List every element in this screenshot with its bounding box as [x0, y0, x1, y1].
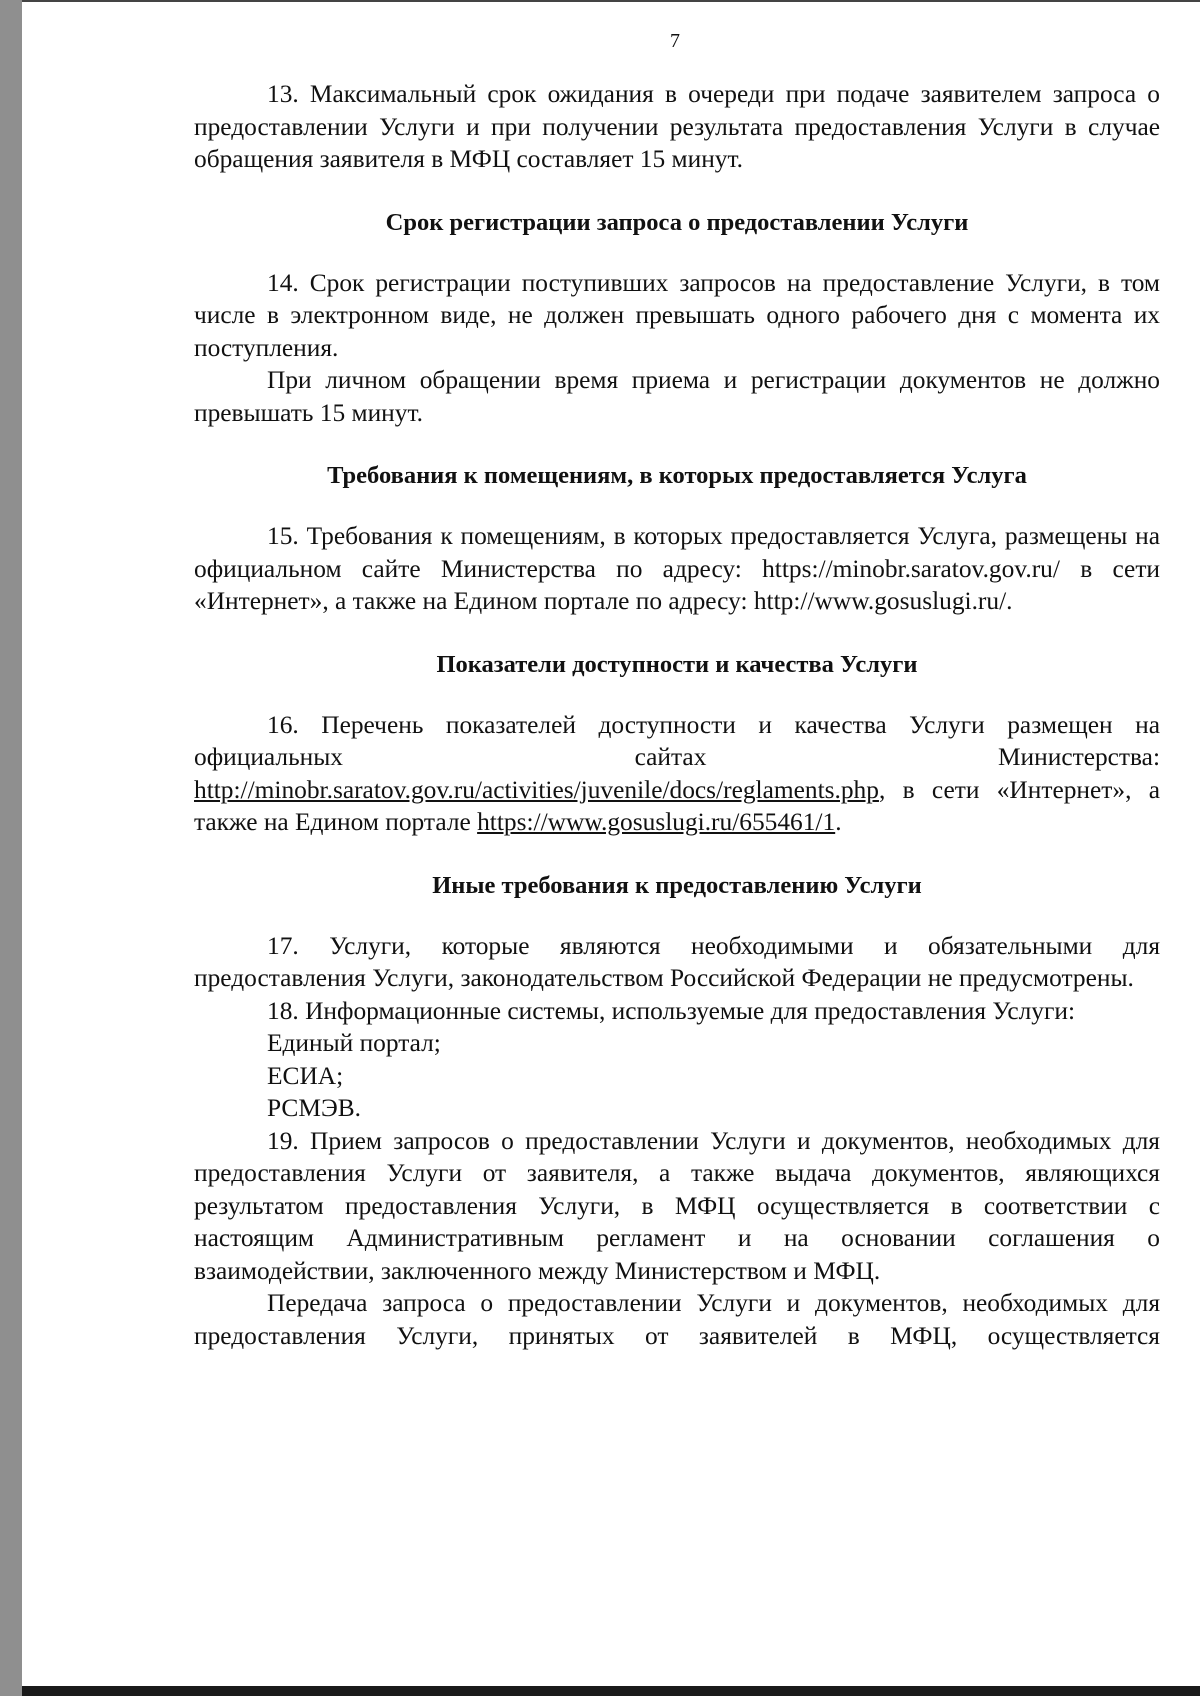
reglaments-link[interactable]: http://minobr.saratov.gov.ru/activities/juvenile/docs/reglaments.php — [194, 775, 879, 804]
page-number: 7 — [670, 30, 680, 52]
paragraph-15: 15. Требования к помещениям, в которых предоставляется Услуга, размещены на официальном сайте Министерства по адресу: https://minobr.saratov.gov.ru/ в сети «Интернет», а также на Едином портале по адресу: http://www.gosuslugi.ru/. — [194, 522, 1160, 615]
document-page — [22, 2, 1200, 1686]
system-item-unified-portal: Единый портал; — [267, 1029, 441, 1057]
paragraph-16 — [194, 709, 1160, 839]
paragraph-13: 13. Максимальный срок ожидания в очереди при подаче заявителем запроса о предоставлении Услуги и при получении результата предоставления Услуги в случае обращения заявителя в МФЦ составляет 15 минут. — [194, 80, 1160, 173]
heading-other-requirements: Иные требования к предоставлению Услуги — [432, 871, 922, 899]
heading-premises-requirements: Требования к помещениям, в которых предоставляется Услуга — [327, 462, 1027, 489]
page-content — [194, 78, 1160, 1352]
paragraph-14-personal: При личном обращении время приема и регистрации документов не должно превышать 15 минут. — [194, 366, 1160, 427]
paragraph-16-text-middle: , в сети «Интернет», а также на Едином портале — [194, 775, 1160, 836]
heading-accessibility-indicators: Показатели доступности и качества Услуги — [436, 650, 918, 678]
scan-left-margin — [0, 0, 22, 1696]
paragraph-18: 18. Информационные системы, используемые для предоставления Услуги: — [267, 996, 1076, 1025]
gosuslugi-service-link[interactable]: https://www.gosuslugi.ru/655461/1 — [477, 808, 836, 836]
system-item-esia: ЕСИА; — [267, 1061, 344, 1090]
paragraph-16-text-start: 16. Перечень показателей доступности и качества Услуги размещен на официальных сайтах Министерства: — [194, 710, 1160, 771]
paragraph-19-transfer: Передача запроса о предоставлении Услуги и документов, необходимых для предоставления Услуги, принятых от заявителей в МФЦ, осуществляется — [194, 1289, 1160, 1350]
paragraph-19: 19. Прием запросов о предоставлении Услуги и документов, необходимых для предоставления Услуги от заявителя, а также выдача документов, являющихся результатом предоставления Услуги, в МФЦ осуществляется в соответствии с настоящим Административным регламент и на основании соглашения о взаимодействии, заключенного между Министерством и МФЦ. — [194, 1126, 1160, 1285]
paragraph-17: 17. Услуги, которые являются необходимыми и обязательными для предоставления Услуги, законодательством Российской Федерации не предусмотрены. — [194, 931, 1160, 992]
paragraph-16-text-end: . — [835, 808, 842, 836]
heading-registration-term: Срок регистрации запроса о предоставлении Услуги — [385, 208, 969, 236]
paragraph-14: 14. Срок регистрации поступивших запросов на предоставление Услуги, в том числе в электронном виде, не должен превышать одного рабочего дня с момента их поступления. — [194, 268, 1160, 362]
system-item-rsmev: РСМЭВ. — [267, 1094, 361, 1122]
scan-bottom-edge — [22, 1686, 1200, 1696]
